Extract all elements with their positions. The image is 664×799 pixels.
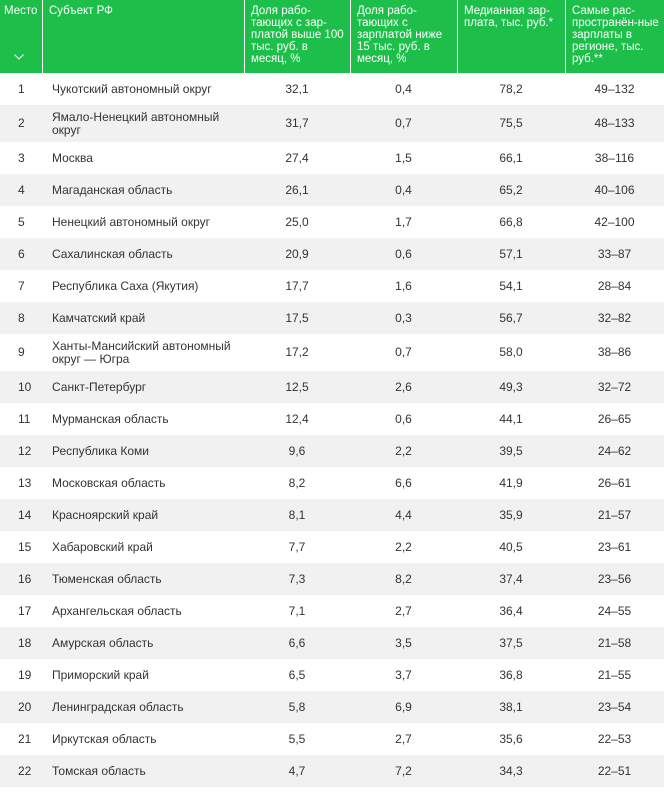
cell-range: 21–58 [565,627,664,659]
cell-share-low: 0,7 [395,345,412,359]
cell-rank: 2 [0,105,42,142]
header-median[interactable]: Медианная зар-плата, тыс. руб.* [457,0,565,73]
cell-rank: 7 [18,278,25,293]
cell-median: 65,2 [457,174,565,206]
table-row [0,755,664,787]
cell-share-high: 12,4 [285,411,309,426]
table-row [0,691,664,723]
table-row [0,723,664,755]
cell-region: Хабаровский край [52,539,153,554]
cell-rank: 3 [18,150,25,165]
table-row [0,206,664,238]
cell-range: 22–51 [565,755,664,787]
cell-rank: 22 [0,755,42,787]
cell-share-high: 17,2 [285,345,309,359]
cell-region: Ненецкий автономный округ [52,214,211,229]
cell-range: 21–55 [597,667,632,682]
header-rank-label: Место [4,5,38,17]
cell-share-high: 12,5 [244,371,350,403]
cell-share-high: 4,7 [244,755,350,787]
cell-region: Иркутская область [52,731,157,746]
cell-median: 49,3 [457,371,565,403]
cell-range: 49–132 [594,81,635,96]
cell-rank: 19 [18,667,32,682]
cell-share-low: 3,5 [350,627,457,659]
cell-share-low: 6,6 [395,475,412,490]
cell-range: 26–61 [597,475,632,490]
table-row [0,531,664,563]
cell-share-high: 31,7 [244,105,350,142]
table-row [0,371,664,403]
cell-share-low: 3,7 [395,667,412,682]
table-row [0,435,664,467]
cell-rank: 12 [0,435,42,467]
table-row [0,563,664,595]
cell-rank: 13 [18,475,32,490]
cell-region: Ямало-Ненецкий автономный округ [42,105,244,142]
cell-median: 58,0 [499,345,523,359]
cell-median: 54,1 [499,278,523,293]
cell-rank: 6 [0,238,42,270]
cell-rank: 10 [0,371,42,403]
cell-median: 36,8 [499,667,523,682]
table-row [0,238,664,270]
cell-share-low: 0,3 [350,302,457,334]
header-share-high[interactable]: Доля рабо-тающих с зар-платой выше 100 тыс. руб. в месяц, % [244,0,350,73]
cell-share-low: 2,2 [350,435,457,467]
table-row [0,403,664,435]
cell-share-low: 1,7 [395,214,412,229]
cell-share-low: 0,4 [395,81,412,96]
cell-share-high: 5,8 [244,691,350,723]
cell-median: 44,1 [499,411,523,426]
cell-share-low: 8,2 [350,563,457,595]
table-row [0,142,664,174]
cell-rank: 15 [18,539,32,554]
cell-rank: 8 [0,302,42,334]
cell-share-high: 7,7 [288,539,306,554]
cell-share-low: 1,6 [395,278,412,293]
cell-median: 41,9 [499,475,523,490]
cell-share-low: 0,7 [350,105,457,142]
cell-region: Чукотский автономный округ [52,81,212,96]
cell-share-low: 0,6 [395,411,412,426]
cell-range: 42–100 [594,214,635,229]
header-common-range[interactable]: Самые рас-пространён-ные зарплаты в регионе, тыс. руб.** [565,0,664,73]
cell-share-high: 6,6 [244,627,350,659]
cell-region: Амурская область [42,627,244,659]
table-body [0,73,664,787]
cell-range: 21–57 [565,499,664,531]
cell-share-high: 6,5 [288,667,306,682]
cell-range: 26–65 [597,411,632,426]
table-row [0,659,664,691]
cell-share-high: 26,1 [244,174,350,206]
cell-median: 34,3 [457,755,565,787]
cell-median: 56,7 [457,302,565,334]
table-row [0,302,664,334]
cell-median: 66,1 [499,150,523,165]
table-row [0,105,664,142]
cell-rank: 5 [18,214,25,229]
cell-region: Магаданская область [42,174,244,206]
cell-region: Ханты-Мансийский автономный округ — Югра [52,338,231,366]
cell-share-low: 7,2 [350,755,457,787]
table-row [0,73,664,105]
cell-range: 22–53 [597,731,632,746]
cell-region: Московская область [52,475,166,490]
cell-share-low: 6,9 [350,691,457,723]
cell-region: Ленинградская область [42,691,244,723]
cell-rank: 18 [0,627,42,659]
table-row [0,595,664,627]
cell-rank: 17 [18,603,32,618]
cell-median: 38,1 [457,691,565,723]
cell-rank: 11 [18,411,31,426]
cell-share-high: 20,9 [244,238,350,270]
cell-range: 38–86 [597,345,632,359]
table-row [0,467,664,499]
cell-median: 35,6 [499,731,523,746]
cell-share-low: 2,2 [395,539,412,554]
cell-share-high: 8,1 [244,499,350,531]
cell-range: 32–72 [565,371,664,403]
cell-range: 23–56 [565,563,664,595]
table-row [0,334,664,371]
cell-median: 66,8 [499,214,523,229]
cell-median: 35,9 [457,499,565,531]
cell-median: 39,5 [457,435,565,467]
header-region[interactable]: Субъект РФ [42,0,244,73]
cell-range: 32–82 [565,302,664,334]
cell-median: 40,5 [499,539,523,554]
cell-share-high: 32,1 [285,81,309,96]
cell-range: 40–106 [565,174,664,206]
cell-range: 23–54 [565,691,664,723]
cell-range: 33–87 [565,238,664,270]
cell-region: Москва [52,150,93,165]
cell-share-low: 2,6 [350,371,457,403]
cell-median: 75,5 [457,105,565,142]
cell-rank: 14 [0,499,42,531]
cell-median: 78,2 [499,81,523,96]
cell-share-low: 4,4 [350,499,457,531]
cell-rank: 9 [18,345,25,359]
table-row [0,499,664,531]
cell-range: 24–55 [597,603,632,618]
cell-range: 28–84 [597,278,632,293]
cell-rank: 1 [18,81,25,96]
cell-share-high: 5,5 [288,731,306,746]
cell-share-high: 17,5 [244,302,350,334]
cell-region: Приморский край [52,667,149,682]
table-row [0,270,664,302]
cell-region: Архангельская область [52,603,182,618]
cell-share-high: 8,2 [288,475,306,490]
chevron-down-icon[interactable] [14,54,24,60]
cell-region: Санкт-Петербург [42,371,244,403]
header-rank[interactable] [0,0,42,73]
cell-range: 24–62 [565,435,664,467]
cell-share-low: 2,7 [395,603,412,618]
cell-median: 37,4 [457,563,565,595]
table-row [0,627,664,659]
cell-share-high: 17,7 [285,278,309,293]
cell-share-low: 0,4 [350,174,457,206]
cell-rank: 20 [0,691,42,723]
cell-range: 38–116 [594,150,635,165]
cell-share-high: 7,3 [244,563,350,595]
cell-share-high: 7,1 [288,603,306,618]
cell-region: Республика Коми [42,435,244,467]
cell-share-high: 9,6 [244,435,350,467]
cell-median: 36,4 [499,603,523,618]
cell-region: Тюменская область [42,563,244,595]
cell-share-high: 27,4 [285,150,309,165]
cell-region: Красноярский край [42,499,244,531]
cell-region: Мурманская область [52,411,169,426]
header-share-low[interactable]: Доля рабо-тающих с зарплатой ниже 15 тыс. руб. в месяц, % [350,0,457,73]
cell-share-low: 1,5 [395,150,412,165]
cell-rank: 4 [0,174,42,206]
cell-share-low: 2,7 [395,731,412,746]
cell-region: Сахалинская область [42,238,244,270]
table-row [0,174,664,206]
cell-region: Камчатский край [42,302,244,334]
cell-share-low: 0,6 [350,238,457,270]
table-header [0,0,664,73]
cell-rank: 21 [18,731,32,746]
cell-region: Томская область [42,755,244,787]
cell-range: 48–133 [565,105,664,142]
cell-share-high: 25,0 [285,214,309,229]
cell-range: 23–61 [597,539,632,554]
cell-median: 57,1 [457,238,565,270]
cell-rank: 16 [0,563,42,595]
cell-median: 37,5 [457,627,565,659]
cell-region: Республика Саха (Якутия) [52,278,199,293]
